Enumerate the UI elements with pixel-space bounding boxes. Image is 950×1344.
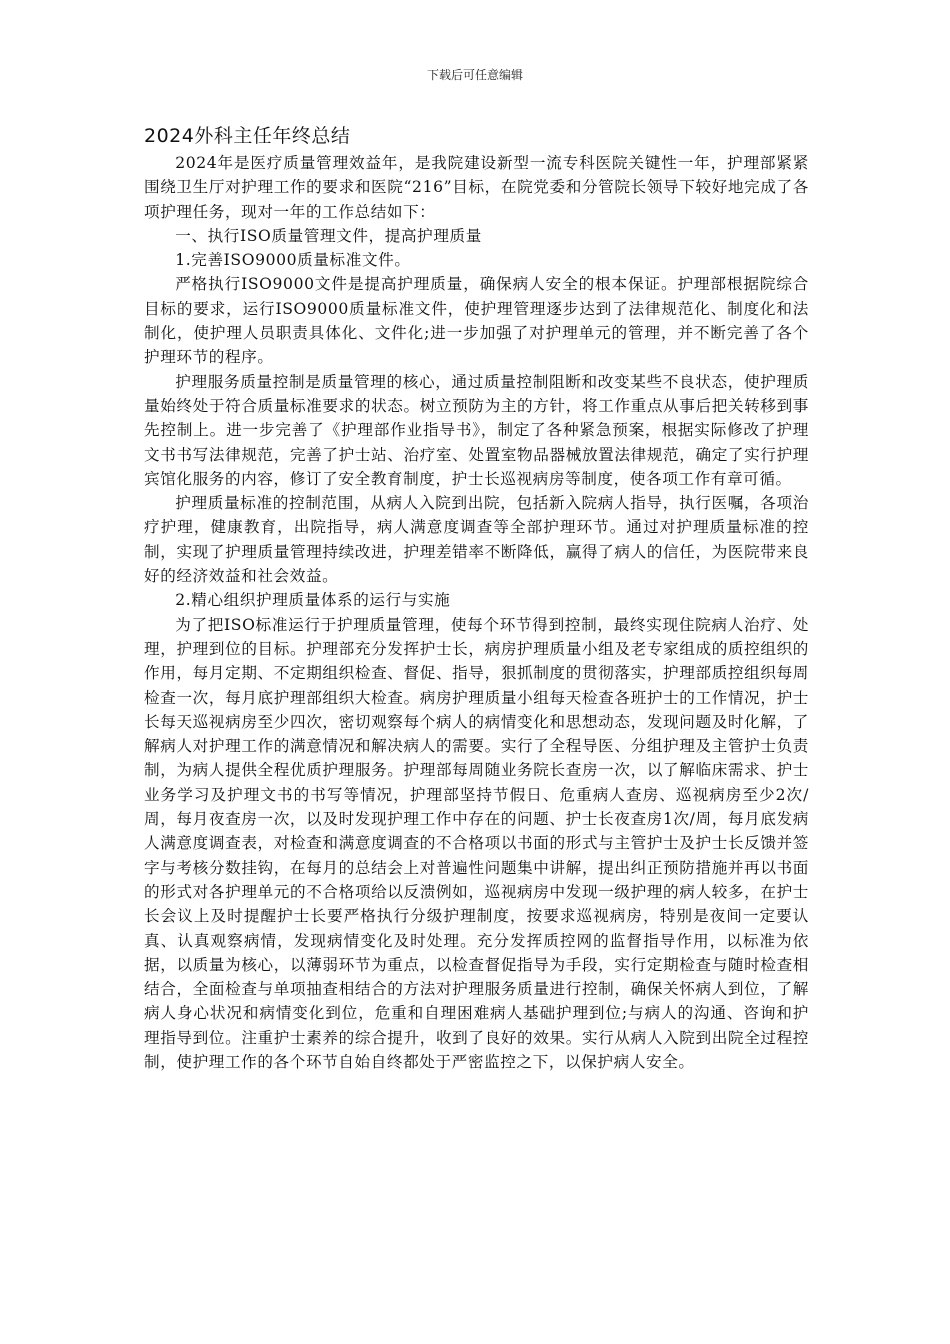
document-title: 2024外科主任年终总结 — [144, 125, 351, 147]
header-note: 下载后可任意编辑 — [426, 68, 523, 82]
body-paragraph: 护理服务质量控制是质量管理的核心，通过质量控制阻断和改变某些不良状态，使护理质量始终处于符合质量标准要求的状态。树立预防为主的方针，将工作重点从事后把关转移到事先控制上。进一步完善了《护理部作业指导书》，制定了各种紧急预案，根据实际修改了护理文书书写法律规范，完善了护士站、治疗室、处置室物品器械放置法律规范，确定了实行护理宾馆化服务的内容，修订了安全教育制度，护士长巡视病房等制度，使各项工作有章可循。 — [144, 372, 809, 488]
intro-paragraph: 2024年是医疗质量管理效益年，是我院建设新型一流专科医院关键性一年，护理部紧紧围绕卫生厅对护理工作的要求和医院“216”目标，在院党委和分管院长领导下较好地完成了各项护理任务，现对一年的工作总结如下： — [144, 154, 809, 221]
body-paragraph: 为了把ISO标准运行于护理质量管理，使每个环节得到控制，最终实现住院病人治疗、处理，护理到位的目标。护理部充分发挥护士长，病房护理质量小组及老专家组成的质控组织的作用，每月定期、不定期组织检查、督促、指导，狠抓制度的贯彻落实，护理部质控组织每周检查一次，每月底护理部组织大检查。病房护理质量小组每天检查各班护士的工作情况，护士长每天巡视病房至少四次，密切观察每个病人的病情变化和思想动态，发现问题及时化解，了解病人对护理工作的满意情况和解决病人的需要。实行了全程导医、分组护理及主管护士负责制，为病人提供全程优质护理服务。护理部每周随业务院长查房一次，以了解临床需求、护士业务学习及护理文书的书写等情况，护理部坚持节假日、危重病人查房、巡视病房至少2次/周，每月夜查房一次，以及时发现护理工作中存在的问题、护士长夜查房1次/周，每月底发病人满意度调查表，对检查和满意度调查的不合格项以书面的形式与主管护士及护士长反馈并签字与考核分数挂钩，在每月的总结会上对普遍性问题集中讲解，提出纠正预防措施并再以书面的形式对各护理单元的不合格项给以反溃例如，巡视病房中发现一级护理的病人较多，在护士长会议上及时提醒护士长要严格执行分级护理制度，按要求巡视病房，特别是夜间一定要认真、认真观察病情，发现病情变化及时处理。充分发挥质控网的监督指导作用，以标准为依据，以质量为核心，以薄弱环节为重点，以检查督促指导为手段，实行定期检查与随时检查相结合，全面检查与单项抽查相结合的方法对护理服务质量进行控制，确保关怀病人到位，了解病人身心状况和病情变化到位，危重和自理困难病人基础护理到位;与病人的沟通、咨询和护理指导到位。注重护士素养的综合提升，收到了良好的效果。实行从病人入院到出院全过程控制，使护理工作的各个环节自始自终都处于严密监控之下，以保护病人安全。 — [144, 615, 809, 1071]
section-heading: 一、执行ISO质量管理文件，提高护理质量 — [175, 226, 482, 245]
subsection-heading: 2.精心组织护理质量体系的运行与实施 — [175, 591, 451, 610]
document-body — [144, 122, 809, 1074]
body-paragraph: 严格执行ISO9000文件是提高护理质量，确保病人安全的根本保证。护理部根据院综合目标的要求，运行ISO9000质量标准文件，使护理管理逐步达到了法律规范化、制度化和法制化，使护理人员职责具体化、文件化;进一步加强了对护理单元的管理，并不断完善了各个护理环节的程序。 — [144, 275, 809, 367]
body-paragraph: 护理质量标准的控制范围，从病人入院到出院，包括新入院病人指导，执行医嘱，各项治疗护理，健康教育，出院指导，病人满意度调查等全部护理环节。通过对护理质量标准的控制，实现了护理质量管理持续改进，护理差错率不断降低，赢得了病人的信任，为医院带来良好的经济效益和社会效益。 — [144, 494, 809, 586]
subsection-heading: 1.完善ISO9000质量标准文件。 — [175, 251, 411, 270]
